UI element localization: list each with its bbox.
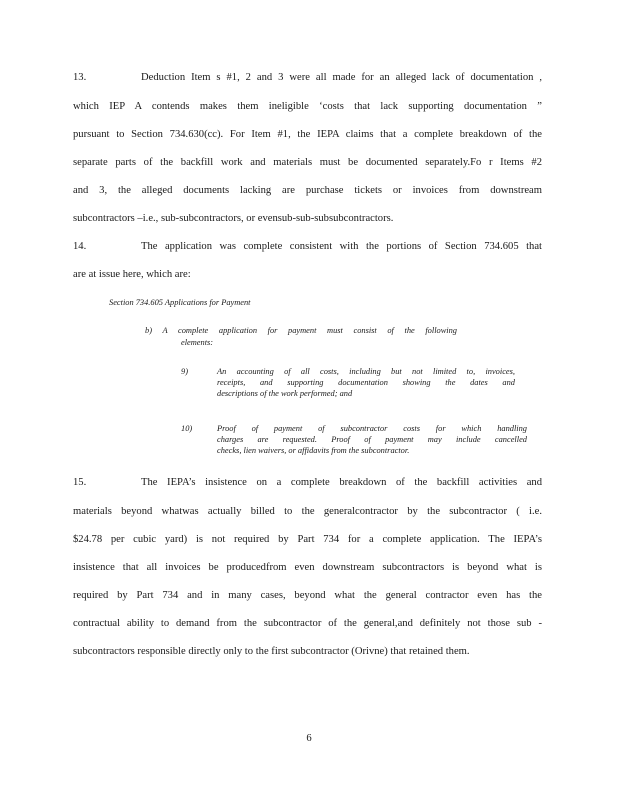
- para14-number: 14.: [73, 241, 87, 252]
- para15-line-7: subcontractors responsible directly only to the first subcontractor (Orivne) that retained them.: [73, 646, 470, 657]
- para15-line-2: materials beyond whatwas actually billed to the generalcontractor by the subcontractor ( i.e.: [73, 506, 542, 517]
- para15-text-1: The IEPA’s insistence on a complete breakdown of the backfill activities and: [141, 477, 542, 488]
- para14-text-1: The application was complete consistent with the portions of Section 734.605 that: [141, 241, 542, 252]
- quote-item-10-line-2: charges are requested. Proof of payment may include cancelled: [217, 435, 527, 444]
- para15-line-4: insistence that all invoices be producedfrom even downstream subcontractors is beyond what is: [73, 562, 542, 573]
- quote-item-10-line-3: checks, lien waivers, or affidavits from the subcontractor.: [217, 446, 410, 455]
- quote-item-10: [217, 423, 527, 456]
- quote-item-9-line-3: descriptions of the work performed; and: [217, 389, 353, 398]
- quote-heading: Section 734.605 Applications for Payment: [109, 298, 251, 307]
- quote-item-9-line-1: An accounting of all costs, including but not limited to, invoices,: [217, 367, 515, 376]
- para13-text-1: Deduction Item s #1, 2 and 3 were all made for an alleged lack of documentation ,: [141, 72, 542, 83]
- para13-line-1: [73, 71, 542, 85]
- quote-b-line-1: [145, 325, 457, 336]
- para13-line-4: separate parts of the backfill work and materials must be documented separately.Fo r Items #2: [73, 157, 542, 168]
- para13-line-5: and 3, the alleged documents lacking are purchase tickets or invoices from downstream: [73, 185, 542, 196]
- quote-item-9-number: 9): [181, 367, 188, 376]
- para13-line-6: subcontractors –i.e., sub-subcontractors, or evensub-sub-subsubcontractors.: [73, 213, 394, 224]
- quote-b-line-2: elements:: [181, 338, 214, 347]
- para15-line-1: [73, 476, 542, 490]
- para14-line-1: [73, 240, 542, 254]
- quote-item-10-line-1: Proof of payment of subcontractor costs for which handling: [217, 424, 527, 433]
- para15-line-3: $24.78 per cubic yard) is not required by Part 734 for a complete application. The IEPA’s: [73, 534, 542, 545]
- para13-line-2: which IEP A contends makes them ineligible ‘costs that lack supporting documentation ”: [73, 101, 542, 112]
- quote-item-9-line-2: receipts, and supporting documentation showing the dates and: [217, 378, 515, 387]
- page-number: 6: [306, 733, 312, 744]
- quote-item-9: [217, 366, 515, 399]
- quote-item-10-number: 10): [181, 424, 193, 433]
- para15-line-6: contractual ability to demand from the subcontractor of the general,and definitely not those sub -: [73, 618, 542, 629]
- para14-line-2: are at issue here, which are:: [73, 269, 191, 280]
- para15-line-5: required by Part 734 and in many cases, beyond what the general contractor even has the: [73, 590, 542, 601]
- para13-number: 13.: [73, 72, 87, 83]
- para13-line-3: pursuant to Section 734.630(cc). For Item #1, the IEPA claims that a complete breakdown of the: [73, 129, 542, 140]
- quote-b-text-1: b) A complete application for payment must consist of the following: [145, 326, 457, 335]
- para15-number: 15.: [73, 477, 87, 488]
